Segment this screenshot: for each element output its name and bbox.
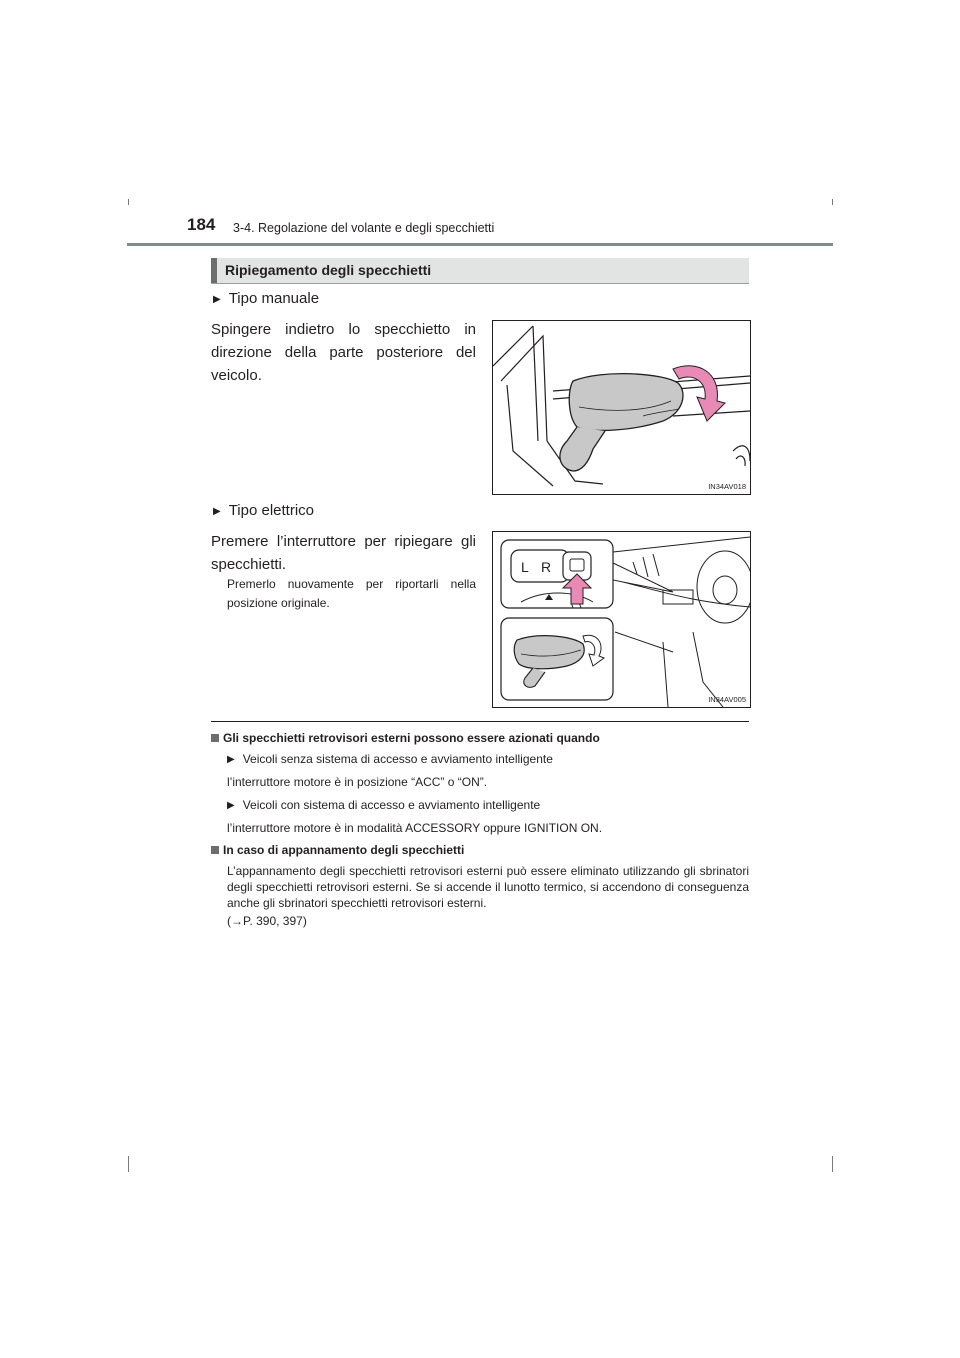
- case1-text: l’interruttore motore è in posizione “ACC” o “ON”.: [227, 775, 488, 789]
- square-bullet-icon: [211, 734, 219, 742]
- operation-note-title: Gli specchietti retrovisori esterni possono essere azionati quando: [223, 731, 600, 745]
- manual-type-label: Tipo manuale: [228, 290, 320, 307]
- manual-instruction: Spingere indietro lo specchietto in direzione della parte posteriore del veicolo.: [211, 321, 476, 384]
- page-number: 184: [187, 215, 216, 234]
- electric-switch-illustration: [493, 532, 750, 707]
- case1-heading: [227, 751, 553, 769]
- case2-text: l’interruttore motore è in modalità ACCESSORY oppure IGNITION ON.: [227, 821, 603, 835]
- fog-note-text: L’appannamento degli specchietti retrovisori esterni può essere eliminato utilizzando gli sbrinatori degli specchietti retrovisori esterni. Se si accende il lunotto termico, si accendono di conseguenza anche gli sbrinatori specchietti retrovisori esterni.: [227, 864, 749, 910]
- section-accent: [211, 258, 217, 283]
- electric-switch-figure: [492, 531, 751, 708]
- section-title: Ripiegamento degli specchietti: [225, 262, 432, 278]
- electric-instruction: Premere l’interruttore per ripiegare gli specchietti.: [211, 533, 476, 573]
- fog-note-title: In caso di appannamento degli specchietti: [223, 843, 465, 857]
- electric-type-label: Tipo elettrico: [228, 502, 315, 519]
- electric-note: Premerlo nuovamente per riportarli nella posizione originale.: [227, 577, 476, 610]
- manual-type-heading: [213, 290, 319, 307]
- square-bullet-icon: [211, 846, 219, 854]
- electric-type-heading: [213, 502, 314, 519]
- header-rule: [127, 243, 833, 246]
- section-heading-bar: [211, 258, 749, 284]
- switch-left-label: L: [521, 559, 529, 575]
- crop-mark: [832, 199, 833, 205]
- case2-heading: [227, 797, 540, 815]
- crop-mark: [832, 1156, 833, 1172]
- operation-note-heading: [211, 731, 600, 745]
- fog-note-heading: [211, 843, 464, 857]
- manual-mirror-figure: [492, 320, 751, 495]
- triangle-bullet-icon: ▶: [227, 800, 235, 811]
- triangle-bullet-icon: ▶: [213, 294, 221, 305]
- switch-right-label: R: [541, 559, 552, 575]
- triangle-bullet-icon: ▶: [213, 506, 221, 517]
- fog-page-reference: (→P. 390, 397): [227, 914, 307, 928]
- manual-mirror-illustration: [493, 321, 750, 494]
- figure-code: IN34AV005: [708, 695, 746, 704]
- figure-code: IN34AV018: [708, 482, 746, 491]
- notes-divider: [211, 721, 749, 722]
- case1-label: Veicoli senza sistema di accesso e avviamento intelligente: [242, 752, 553, 766]
- case2-label: Veicoli con sistema di accesso e avviamento intelligente: [242, 798, 541, 812]
- crop-mark: [128, 1156, 129, 1172]
- chapter-title: 3-4. Regolazione del volante e degli specchietti: [233, 221, 495, 235]
- crop-mark: [128, 199, 129, 205]
- triangle-bullet-icon: ▶: [227, 754, 235, 765]
